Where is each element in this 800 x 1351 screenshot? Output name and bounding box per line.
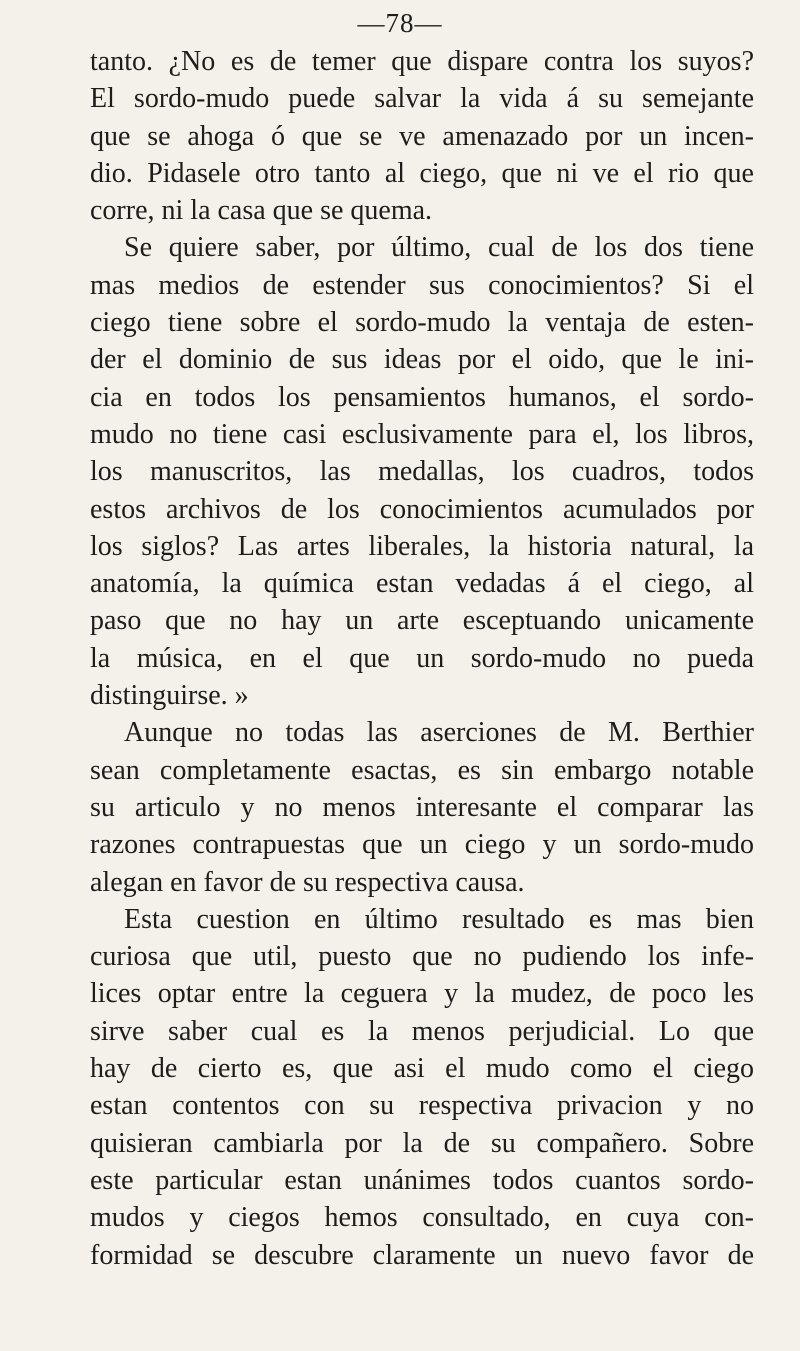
- text-line: Se quiere saber, por último, cual de los dos tiene: [124, 232, 754, 264]
- text-line: mas medios de estender sus conocimientos? Si el: [90, 269, 754, 301]
- text-line: los manuscritos, las medallas, los cuadros, todos: [90, 456, 754, 488]
- text-line: dio. Pidasele otro tanto al ciego, que ni ve el rio que: [90, 157, 754, 189]
- text-line: anatomía, la química estan vedadas á el ciego, al: [90, 568, 754, 600]
- text-line: sirve saber cual es la menos perjudicial. Lo que: [90, 1015, 754, 1047]
- page-number: —78—: [357, 8, 443, 38]
- text-line: corre, ni la casa que se quema.: [90, 195, 433, 227]
- text-line: quisieran cambiarla por la de su compañero. Sobre: [90, 1127, 754, 1159]
- text-line: cia en todos los pensamientos humanos, el sordo-: [90, 381, 754, 413]
- text-line: que se ahoga ó que se ve amenazado por un incen-: [90, 120, 754, 152]
- text-line: alegan en favor de su respectiva causa.: [90, 866, 525, 898]
- text-line: curiosa que util, puesto que no pudiendo los infe-: [90, 941, 754, 973]
- text-line: ciego tiene sobre el sordo-mudo la ventaja de esten-: [90, 307, 754, 339]
- text-line: razones contrapuestas que un ciego y un sordo-mudo: [90, 829, 754, 861]
- text-line: los siglos? Las artes liberales, la historia natural, la: [90, 530, 754, 562]
- text-line: Esta cuestion en último resultado es mas bien: [124, 903, 754, 935]
- text-line: tanto. ¿No es de temer que dispare contra los suyos?: [90, 46, 754, 77]
- text-line: la música, en el que un sordo-mudo no pueda: [90, 642, 754, 674]
- text-line: lices optar entre la ceguera y la mudez, de poco les: [90, 978, 754, 1010]
- text-line: paso que no hay un arte esceptuando unicamente: [90, 605, 754, 637]
- text-line: este particular estan unánimes todos cuantos sordo-: [90, 1164, 754, 1196]
- text-line: distinguirse. »: [90, 680, 249, 712]
- text-line: hay de cierto es, que asi el mudo como el ciego: [90, 1053, 754, 1085]
- text-line: estos archivos de los conocimientos acumulados por: [90, 493, 754, 525]
- text-line: estan contentos con su respectiva privacion y no: [90, 1090, 754, 1122]
- text-line: Aunque no todas las aserciones de M. Berthier: [124, 717, 754, 749]
- text-line: der el dominio de sus ideas por el oido, que le ini-: [90, 344, 754, 376]
- text-line: mudo no tiene casi esclusivamente para el, los libros,: [90, 418, 754, 450]
- text-line: El sordo-mudo puede salvar la vida á su semejante: [90, 83, 754, 115]
- text-line: sean completamente esactas, es sin embargo notable: [90, 754, 754, 786]
- body-text: [90, 43, 754, 1274]
- text-line: formidad se descubre claramente un nuevo favor de: [90, 1239, 754, 1271]
- text-line: su articulo y no menos interesante el comparar las: [90, 791, 754, 823]
- text-line: mudos y ciegos hemos consultado, en cuya con-: [90, 1202, 754, 1234]
